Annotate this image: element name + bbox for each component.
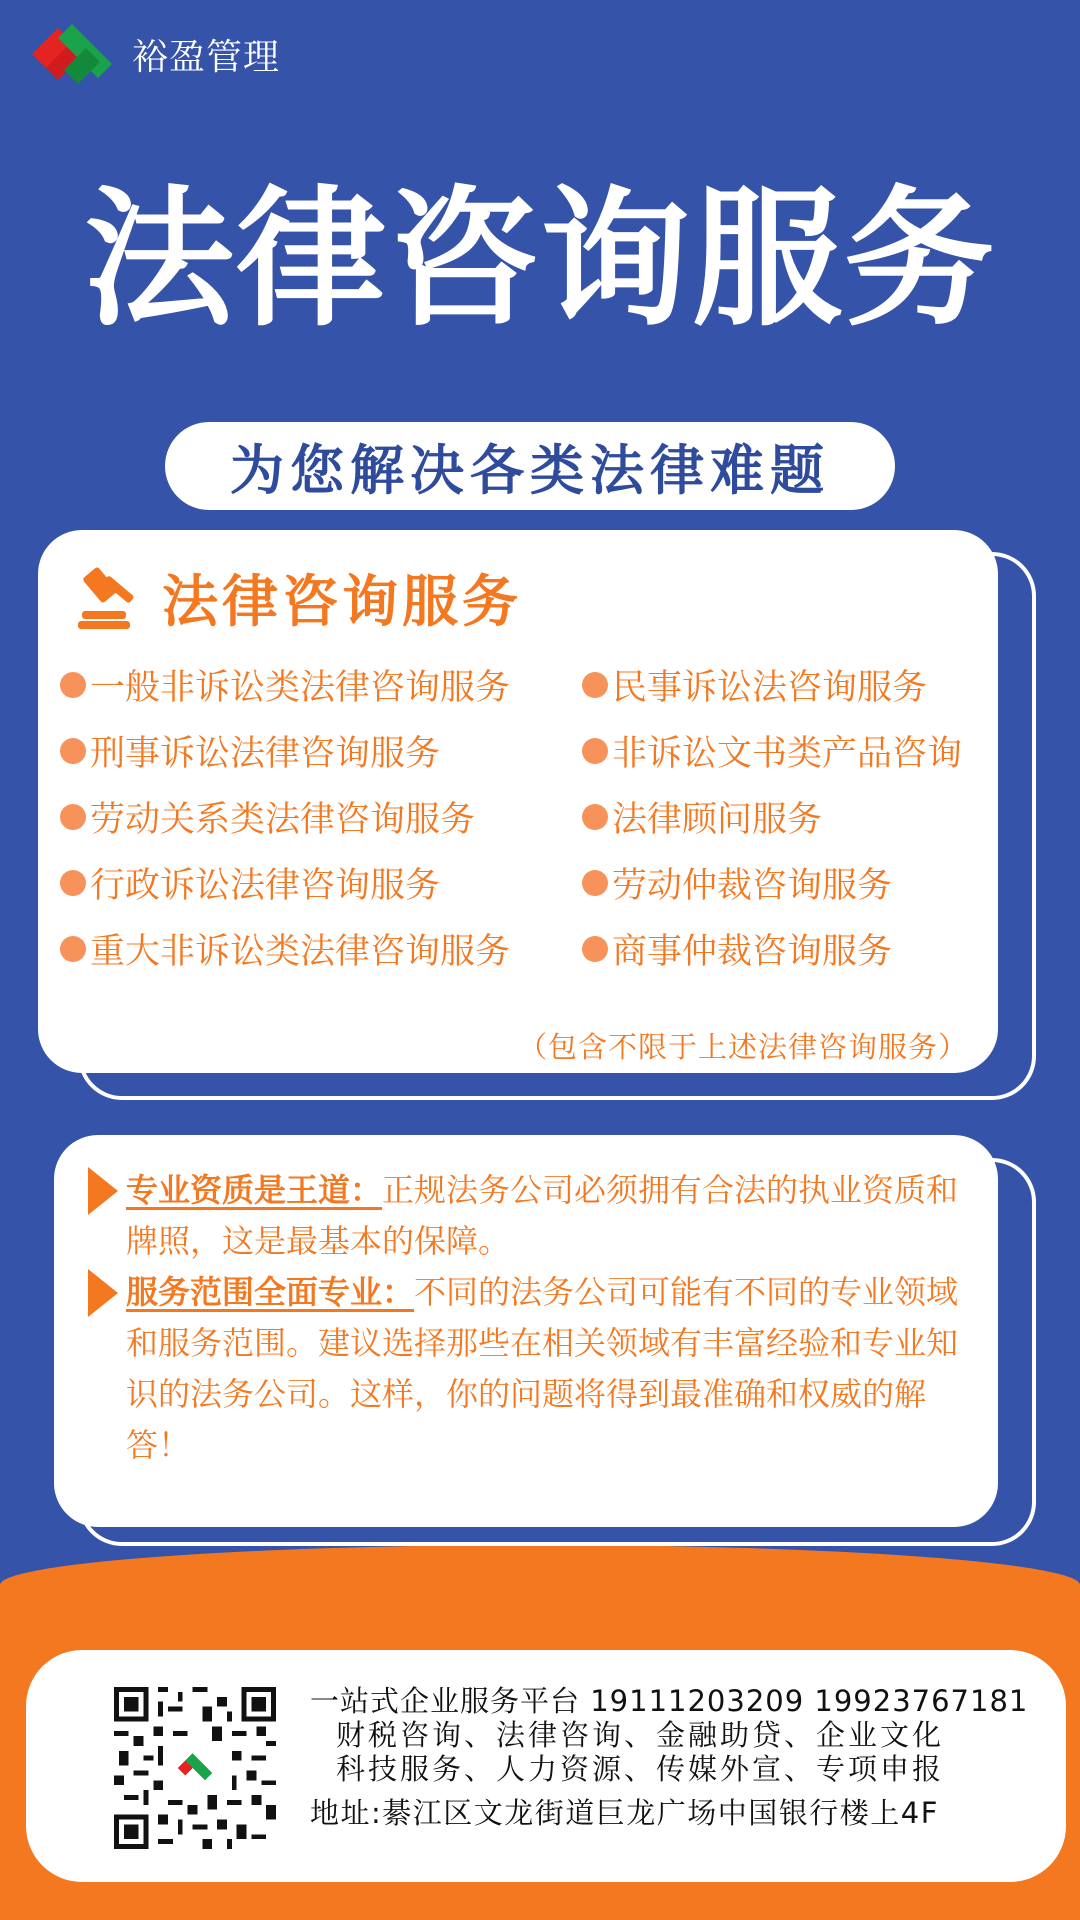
brand-logo [24, 14, 280, 94]
tip-lead: 服务范围全面专业： [126, 1273, 415, 1311]
list-item: 非诉讼文书类产品咨询 [582, 726, 962, 776]
tip-text: 正规法务公司必须拥有合法的执业资质和牌照，这是最基本的保障。 [126, 1171, 959, 1260]
tip-paragraph [126, 1165, 976, 1267]
list-item: 民事诉讼法咨询服务 [582, 660, 927, 710]
tip-lead: 专业资质是王道： [126, 1171, 383, 1209]
qr-code-icon [114, 1687, 276, 1849]
list-item: 行政诉讼法律咨询服务 [60, 858, 440, 908]
list-item: 商事仲裁咨询服务 [582, 924, 892, 974]
contact-info [310, 1684, 1030, 1830]
list-item: 一般非诉讼类法律咨询服务 [60, 660, 510, 710]
list-item: 劳动关系类法律咨询服务 [60, 792, 475, 842]
subtitle-text: 为您解决各类法律难题 [230, 437, 830, 502]
list-item: 重大非诉讼类法律咨询服务 [60, 924, 510, 974]
arrow-triangle-icon [88, 1269, 118, 1317]
bullet-dot-icon [60, 738, 86, 764]
bullet-dot-icon [60, 672, 86, 698]
logo-icon [24, 14, 120, 94]
services-line-2: 科技服务、人力资源、传媒外宣、专项申报 [335, 1752, 944, 1786]
subtitle-banner [165, 422, 895, 510]
services-card [38, 530, 998, 1073]
tip-text: 不同的法务公司可能有不同的专业领域和服务范围。建议选择那些在相关领域有丰富经验和专业知识的法务公司。这样，你的问题将得到最准确和权威的解答！ [126, 1273, 959, 1464]
bullet-dot-icon [582, 936, 608, 962]
bullet-dot-icon [60, 870, 86, 896]
platform-phone-line: 一站式企业服务平台 19111203209 19923767181 [310, 1684, 1029, 1718]
brand-name: 裕盈管理 [132, 36, 281, 78]
address-line: 地址:綦江区文龙街道巨龙广场中国银行楼上4F [310, 1796, 939, 1830]
arrow-triangle-icon [88, 1167, 118, 1215]
gavel-icon [76, 563, 146, 633]
bullet-dot-icon [60, 804, 86, 830]
bullet-dot-icon [582, 870, 608, 896]
list-item: 劳动仲裁咨询服务 [582, 858, 892, 908]
bullet-dot-icon [582, 738, 608, 764]
list-item: 法律顾问服务 [582, 792, 822, 842]
services-line-1: 财税咨询、法律咨询、金融助贷、企业文化 [335, 1718, 944, 1752]
page-title: 法律咨询服务 [83, 173, 996, 347]
tips-card [54, 1135, 998, 1527]
tip-paragraph [126, 1267, 976, 1471]
bullet-dot-icon [582, 804, 608, 830]
services-heading-title: 法律咨询服务 [162, 570, 522, 635]
list-item: 刑事诉讼法律咨询服务 [60, 726, 440, 776]
services-note: （包含不限于上述法律咨询服务） [517, 1030, 968, 1064]
services-heading [76, 558, 522, 638]
contact-card [26, 1650, 1066, 1882]
bullet-dot-icon [582, 672, 608, 698]
bullet-dot-icon [60, 936, 86, 962]
